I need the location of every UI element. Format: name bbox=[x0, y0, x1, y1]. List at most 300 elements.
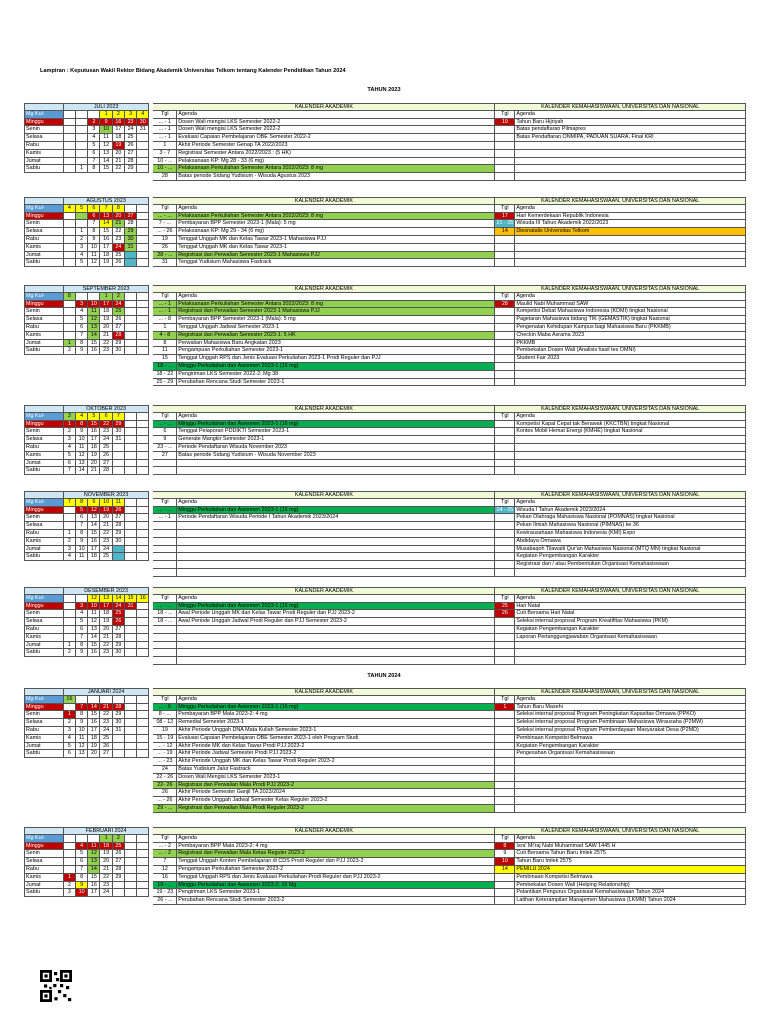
date-cell bbox=[125, 522, 137, 530]
week-number: 3 bbox=[64, 413, 76, 421]
kem-agenda: Cuti Bersama Hari Natal bbox=[515, 610, 746, 618]
month-name: DESEMBER 2023 bbox=[64, 587, 150, 595]
day-name: Senin bbox=[24, 308, 64, 316]
calendar-row bbox=[24, 530, 746, 538]
date-cell bbox=[137, 467, 149, 475]
date-cell: 3 bbox=[88, 126, 100, 134]
akad-date bbox=[153, 626, 177, 634]
date-cell: 20 bbox=[88, 460, 100, 468]
date-cell: 19 bbox=[88, 452, 100, 460]
date-cell: 15 bbox=[88, 340, 100, 348]
week-label: Mg Kul- bbox=[24, 835, 64, 843]
empty bbox=[76, 657, 88, 665]
kem-agenda: Kegiatan Pengembangan Karakter bbox=[515, 553, 746, 561]
date-cell bbox=[125, 308, 137, 316]
date-cell bbox=[64, 514, 76, 522]
date-cell bbox=[137, 259, 149, 267]
calendar-row bbox=[24, 316, 746, 324]
kem-agenda: Agenda bbox=[515, 696, 746, 704]
date-cell: 4 bbox=[76, 843, 88, 851]
date-cell: 27 bbox=[113, 626, 125, 634]
kem-date bbox=[495, 626, 515, 634]
kem-title: KALENDER KEMAHASISWAAN, UNIVERSITAS DAN NASIONAL bbox=[495, 197, 746, 205]
week-number: 2 bbox=[113, 835, 125, 843]
date-cell bbox=[64, 301, 76, 309]
date-cell: 1 bbox=[76, 165, 88, 173]
akad-agenda: Pelaksanaan Perkuliahan Semester Antara 2022/2023: 8 mg bbox=[177, 165, 495, 173]
empty bbox=[100, 805, 112, 813]
akad-agenda: Dosen Wali Mengisi LKS Semester 2023-1 bbox=[177, 774, 495, 782]
kem-agenda bbox=[515, 379, 746, 387]
kem-agenda: Pelantikan Pengurus Organisasi Kemahasiswaan Tahun 2024 bbox=[515, 889, 746, 897]
kem-title: KALENDER KEMAHASISWAAN, UNIVERSITAS DAN NASIONAL bbox=[495, 491, 746, 499]
date-cell: 24 bbox=[113, 301, 125, 309]
month-block-7 bbox=[24, 827, 746, 905]
kem-agenda: Maulid Nabi Muhammad SAW bbox=[515, 301, 746, 309]
date-cell bbox=[125, 452, 137, 460]
akad-date: 18 - ... bbox=[153, 363, 177, 371]
date-cell: 30 bbox=[113, 719, 125, 727]
empty bbox=[125, 561, 137, 569]
akad-agenda: Pelaksanaan KP: Mg 28 - 33 (6 mg) bbox=[177, 158, 495, 166]
calendar-row bbox=[24, 293, 746, 301]
empty bbox=[125, 789, 137, 797]
day-name: Jumat bbox=[24, 546, 64, 554]
akad-date: 26 bbox=[153, 244, 177, 252]
empty bbox=[76, 561, 88, 569]
day-name: Jumat bbox=[24, 642, 64, 650]
kem-date: 19 bbox=[495, 119, 515, 127]
date-cell: 10 bbox=[88, 244, 100, 252]
date-cell: 24 bbox=[100, 436, 112, 444]
date-cell bbox=[125, 507, 137, 515]
kem-date: 28 bbox=[495, 301, 515, 309]
date-cell: 10 bbox=[76, 889, 88, 897]
week-number bbox=[88, 835, 100, 843]
date-cell: 1 bbox=[64, 874, 76, 882]
day-name: Sabtu bbox=[24, 553, 64, 561]
empty bbox=[137, 782, 149, 790]
empty bbox=[125, 897, 137, 905]
date-cell: 19 bbox=[100, 507, 112, 515]
empty bbox=[137, 355, 149, 363]
date-cell bbox=[137, 858, 149, 866]
akad-date: 9 bbox=[153, 436, 177, 444]
calendar-row bbox=[24, 379, 746, 387]
date-cell bbox=[137, 444, 149, 452]
akad-agenda: Minggu Perkuliahan dan Asesmen 2023-2: 16 Mg bbox=[177, 882, 495, 890]
kem-date bbox=[495, 735, 515, 743]
week-number bbox=[137, 835, 149, 843]
date-cell: 12 bbox=[88, 316, 100, 324]
calendar-row bbox=[24, 213, 746, 221]
date-cell bbox=[125, 882, 137, 890]
date-cell bbox=[125, 546, 137, 554]
date-cell bbox=[125, 347, 137, 355]
day-name: Minggu bbox=[24, 119, 64, 127]
kem-agenda: Hari Natal bbox=[515, 603, 746, 611]
empty bbox=[76, 371, 88, 379]
kem-agenda: Kompetisi Kapal Cepat tak Berawak (KKCTBN) tingkat Nasional bbox=[515, 421, 746, 429]
date-cell: 22 bbox=[100, 711, 112, 719]
akad-date: ... - 6 bbox=[153, 704, 177, 712]
calendar-row bbox=[24, 735, 746, 743]
date-cell: 25 bbox=[113, 308, 125, 316]
week-number: 11 bbox=[113, 499, 125, 507]
date-cell: 1 bbox=[64, 530, 76, 538]
week-number bbox=[76, 293, 88, 301]
date-cell: 15 bbox=[88, 874, 100, 882]
date-cell: 9 bbox=[76, 538, 88, 546]
akad-agenda bbox=[177, 657, 495, 665]
day-name: Kamis bbox=[24, 452, 64, 460]
week-number bbox=[137, 413, 149, 421]
empty bbox=[125, 782, 137, 790]
date-cell bbox=[125, 889, 137, 897]
month-block-6 bbox=[24, 688, 746, 813]
akad-agenda: Registrasi dan Perwalian Mala Kelas Reguler 2023-2 bbox=[177, 850, 495, 858]
akad-date: 22- 26 bbox=[153, 782, 177, 790]
kem-agenda bbox=[515, 371, 746, 379]
empty bbox=[88, 363, 100, 371]
kem-date bbox=[495, 805, 515, 813]
kem-agenda: Kegiatan Pengembangan Karakter bbox=[515, 626, 746, 634]
month-caption-pad bbox=[24, 827, 64, 835]
kem-date bbox=[495, 355, 515, 363]
empty bbox=[64, 371, 76, 379]
kem-date bbox=[495, 460, 515, 468]
date-cell bbox=[137, 324, 149, 332]
kem-date bbox=[495, 134, 515, 142]
date-cell: 17 bbox=[88, 889, 100, 897]
kem-agenda: Kontes Mobil Hemat Energi (KMHE) tingkat Nasional bbox=[515, 428, 746, 436]
date-cell: 25 bbox=[113, 252, 125, 260]
kem-date: Tgl bbox=[495, 499, 515, 507]
akad-date: 24 bbox=[153, 766, 177, 774]
kem-agenda: Kewirausahaan Mahasiswa Indonesia (KMI) Expo bbox=[515, 530, 746, 538]
kem-agenda bbox=[515, 797, 746, 805]
date-cell: 25 bbox=[100, 553, 112, 561]
month-caption-pad bbox=[24, 285, 64, 293]
date-cell: 6 bbox=[88, 213, 100, 221]
akad-date: 19 bbox=[153, 236, 177, 244]
day-name: Rabu bbox=[24, 324, 64, 332]
month-block-0 bbox=[24, 103, 746, 181]
empty bbox=[76, 363, 88, 371]
kem-agenda bbox=[515, 173, 746, 181]
kem-agenda bbox=[515, 252, 746, 260]
date-cell: 22 bbox=[113, 228, 125, 236]
kem-agenda: Pembinaan Kompetisi Belmawa bbox=[515, 735, 746, 743]
empty bbox=[88, 569, 100, 577]
kem-agenda bbox=[515, 460, 746, 468]
date-cell: 24 bbox=[113, 244, 125, 252]
week-number: 1 bbox=[100, 835, 112, 843]
date-cell bbox=[113, 750, 125, 758]
week-number bbox=[137, 499, 149, 507]
day-name: Jumat bbox=[24, 460, 64, 468]
calendar-row bbox=[24, 538, 746, 546]
day-name: Rabu bbox=[24, 142, 64, 150]
empty bbox=[76, 774, 88, 782]
date-cell bbox=[64, 252, 76, 260]
kem-date: 14 bbox=[495, 228, 515, 236]
kem-date bbox=[495, 758, 515, 766]
kem-date bbox=[495, 649, 515, 657]
akad-agenda: Batas Yudisium Jalur Fastrack bbox=[177, 766, 495, 774]
date-cell: 17 bbox=[88, 546, 100, 554]
kem-agenda bbox=[515, 236, 746, 244]
date-cell bbox=[137, 332, 149, 340]
day-name: Selasa bbox=[24, 436, 64, 444]
date-cell: 29 bbox=[125, 165, 137, 173]
empty bbox=[137, 897, 149, 905]
week-number bbox=[125, 293, 137, 301]
kem-date bbox=[495, 252, 515, 260]
akad-agenda: Registrasi Semester Antara 2022/2023 : (5 HK) bbox=[177, 150, 495, 158]
date-cell: 18 bbox=[88, 735, 100, 743]
date-cell: 26 bbox=[113, 618, 125, 626]
empty bbox=[125, 657, 137, 665]
date-cell: 7 bbox=[88, 158, 100, 166]
month-caption-row bbox=[24, 285, 746, 293]
date-cell bbox=[113, 452, 125, 460]
day-name: Selasa bbox=[24, 522, 64, 530]
kem-date bbox=[495, 259, 515, 267]
date-cell: 30 bbox=[113, 428, 125, 436]
week-number: 4 bbox=[137, 111, 149, 119]
calendar-row bbox=[24, 782, 746, 790]
date-cell: 18 bbox=[88, 444, 100, 452]
date-cell bbox=[113, 546, 125, 554]
akad-date: 12 bbox=[153, 866, 177, 874]
empty bbox=[24, 173, 64, 181]
empty bbox=[64, 657, 76, 665]
week-number: 15 bbox=[125, 595, 137, 603]
empty bbox=[137, 766, 149, 774]
empty bbox=[113, 789, 125, 797]
month-block-2 bbox=[24, 285, 746, 386]
akad-date: Tgl bbox=[153, 835, 177, 843]
kem-agenda: Isra' Mi'raj Nabi Muhammad SAW 1445 H bbox=[515, 843, 746, 851]
date-cell bbox=[125, 259, 137, 267]
akad-agenda: Registrasi dan Perwalian Semester 2023-1 Mahasiswa PJJ bbox=[177, 252, 495, 260]
empty bbox=[64, 355, 76, 363]
akad-agenda: Agenda bbox=[177, 595, 495, 603]
akad-agenda: Agenda bbox=[177, 835, 495, 843]
date-cell bbox=[125, 421, 137, 429]
date-cell: 5 bbox=[76, 850, 88, 858]
calendar-row bbox=[24, 252, 746, 260]
kem-agenda: Latihan Keterampilan Manajemen Mahasiswa (LKMM) Tahun 2024 bbox=[515, 897, 746, 905]
date-cell: 23 bbox=[100, 428, 112, 436]
akad-agenda: Agenda bbox=[177, 696, 495, 704]
akad-date: 28 bbox=[153, 173, 177, 181]
date-cell bbox=[125, 252, 137, 260]
calendar-row bbox=[24, 301, 746, 309]
date-cell: 5 bbox=[64, 743, 76, 751]
calendar-row bbox=[24, 460, 746, 468]
date-cell: 1 bbox=[76, 228, 88, 236]
kem-date bbox=[495, 165, 515, 173]
akad-date bbox=[153, 553, 177, 561]
date-cell bbox=[125, 719, 137, 727]
week-label: Mg Kul- bbox=[24, 499, 64, 507]
day-name: Jumat bbox=[24, 252, 64, 260]
date-cell: 15 bbox=[88, 421, 100, 429]
kem-agenda: Agenda bbox=[515, 413, 746, 421]
date-cell: 14 bbox=[88, 866, 100, 874]
empty bbox=[64, 379, 76, 387]
akad-agenda: Pembayaran BPP Semester 2023-1 (Mala): 5 mg bbox=[177, 220, 495, 228]
empty bbox=[24, 758, 64, 766]
date-cell: 1 bbox=[64, 711, 76, 719]
date-cell: 17 bbox=[88, 436, 100, 444]
date-cell bbox=[113, 460, 125, 468]
kem-date bbox=[495, 546, 515, 554]
date-cell: 26 bbox=[113, 507, 125, 515]
empty bbox=[64, 569, 76, 577]
date-cell: 4 bbox=[76, 308, 88, 316]
date-cell: 16 bbox=[88, 649, 100, 657]
month-caption-row bbox=[24, 688, 746, 696]
calendar-row bbox=[24, 134, 746, 142]
akad-agenda: Akhir Periode Unggah DNA Mata Kuliah Semester 2023-1 bbox=[177, 727, 495, 735]
calendar-row bbox=[24, 546, 746, 554]
date-cell: 28 bbox=[100, 467, 112, 475]
kem-agenda: Agenda bbox=[515, 205, 746, 213]
date-cell: 14 bbox=[88, 332, 100, 340]
empty bbox=[113, 569, 125, 577]
calendar-row bbox=[24, 797, 746, 805]
date-cell: 28 bbox=[113, 522, 125, 530]
akad-date: Tgl bbox=[153, 413, 177, 421]
date-cell: 15 bbox=[100, 228, 112, 236]
week-number bbox=[64, 595, 76, 603]
empty bbox=[88, 782, 100, 790]
date-cell bbox=[64, 308, 76, 316]
date-cell bbox=[137, 743, 149, 751]
date-cell bbox=[76, 119, 88, 127]
calendar-row bbox=[24, 126, 746, 134]
date-cell bbox=[125, 866, 137, 874]
day-name: Sabtu bbox=[24, 649, 64, 657]
date-cell: 9 bbox=[76, 347, 88, 355]
month-caption-row bbox=[24, 405, 746, 413]
kem-agenda: Abdidaya Ormawa bbox=[515, 538, 746, 546]
date-cell: 1 bbox=[64, 340, 76, 348]
empty bbox=[137, 561, 149, 569]
akad-date: 27 bbox=[153, 452, 177, 460]
date-cell bbox=[137, 889, 149, 897]
calendar-row bbox=[24, 205, 746, 213]
day-name: Selasa bbox=[24, 316, 64, 324]
kem-date bbox=[495, 236, 515, 244]
akad-date bbox=[153, 530, 177, 538]
date-cell bbox=[125, 843, 137, 851]
calendar-row bbox=[24, 711, 746, 719]
calendar-row bbox=[24, 805, 746, 813]
akad-date: ... - ... bbox=[153, 421, 177, 429]
week-label: Mg Kul- bbox=[24, 205, 64, 213]
month-name: NOVEMBER 2023 bbox=[64, 491, 150, 499]
date-cell: 31 bbox=[137, 126, 149, 134]
date-cell: 7 bbox=[76, 522, 88, 530]
date-cell: 5 bbox=[76, 316, 88, 324]
day-name: Selasa bbox=[24, 134, 64, 142]
date-cell bbox=[137, 642, 149, 650]
week-number bbox=[64, 835, 76, 843]
empty bbox=[88, 371, 100, 379]
date-cell: 21 bbox=[100, 522, 112, 530]
date-cell: 3 bbox=[64, 436, 76, 444]
day-name: Rabu bbox=[24, 727, 64, 735]
empty bbox=[88, 657, 100, 665]
date-cell: 30 bbox=[125, 236, 137, 244]
date-cell: 18 bbox=[100, 610, 112, 618]
date-cell: 15 bbox=[88, 530, 100, 538]
date-cell: 15 bbox=[100, 165, 112, 173]
date-cell: 12 bbox=[100, 142, 112, 150]
date-cell: 10 bbox=[76, 727, 88, 735]
akad-agenda: Pelaksanaan Perkuliahan Semester Antara 2022/2023: 8 mg bbox=[177, 301, 495, 309]
date-cell: 20 bbox=[100, 858, 112, 866]
calendar-row bbox=[24, 610, 746, 618]
date-cell bbox=[76, 126, 88, 134]
empty bbox=[64, 797, 76, 805]
date-cell bbox=[125, 514, 137, 522]
date-cell: 25 bbox=[113, 843, 125, 851]
calendar-row bbox=[24, 119, 746, 127]
calendar-row bbox=[24, 436, 746, 444]
kem-date bbox=[495, 553, 515, 561]
kem-agenda: Seleksi internal proposal Program Pemberdayaan Masyarakat Desa (P2MD) bbox=[515, 727, 746, 735]
kem-date: 9 bbox=[495, 850, 515, 858]
date-cell: 20 bbox=[113, 150, 125, 158]
date-cell: 22 bbox=[100, 340, 112, 348]
calendar-row bbox=[24, 499, 746, 507]
akad-date: Tgl bbox=[153, 111, 177, 119]
akad-agenda bbox=[177, 530, 495, 538]
date-cell: 22 bbox=[100, 874, 112, 882]
date-cell bbox=[64, 704, 76, 712]
empty bbox=[88, 766, 100, 774]
akad-date: 7 bbox=[153, 858, 177, 866]
kem-date bbox=[495, 126, 515, 134]
date-cell: 23 bbox=[100, 649, 112, 657]
date-cell bbox=[137, 719, 149, 727]
day-name: Senin bbox=[24, 850, 64, 858]
akad-date: ... - 1 bbox=[153, 126, 177, 134]
week-number bbox=[125, 696, 137, 704]
date-cell: 4 bbox=[88, 134, 100, 142]
day-name: Selasa bbox=[24, 858, 64, 866]
date-cell: 12 bbox=[88, 507, 100, 515]
akad-agenda: Minggu Perkuliahan dan Asesmen 2023-1 (16 mg) bbox=[177, 421, 495, 429]
kem-agenda bbox=[515, 649, 746, 657]
date-cell: 11 bbox=[76, 553, 88, 561]
date-cell: 3 bbox=[64, 727, 76, 735]
date-cell: 16 bbox=[88, 719, 100, 727]
kem-date bbox=[495, 244, 515, 252]
empty bbox=[88, 173, 100, 181]
kem-date bbox=[495, 436, 515, 444]
kem-agenda: Agenda bbox=[515, 293, 746, 301]
date-cell bbox=[137, 301, 149, 309]
kem-date bbox=[495, 774, 515, 782]
date-cell bbox=[125, 610, 137, 618]
empty bbox=[113, 379, 125, 387]
